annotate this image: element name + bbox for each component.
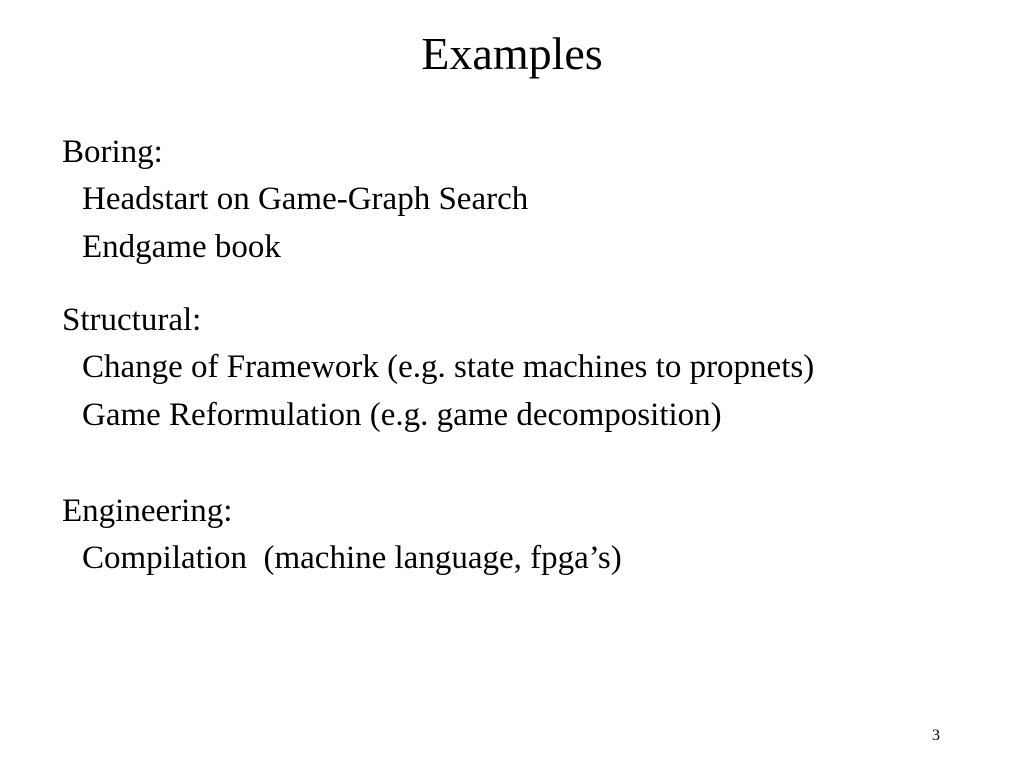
section-heading-boring: Boring:: [62, 134, 163, 170]
section-item-change-of-framework: Change of Framework (e.g. state machines to propnets): [82, 349, 815, 385]
slide-title: Examples: [421, 28, 603, 79]
section-item-headstart: Headstart on Game-Graph Search: [82, 181, 529, 217]
slide-number: 3: [932, 727, 940, 744]
section-item-game-reformulation: Game Reformulation (e.g. game decomposition): [82, 397, 722, 433]
section-item-compilation: Compilation (machine language, fpga’s): [82, 540, 622, 576]
section-heading-structural: Structural:: [62, 302, 202, 338]
section-heading-engineering: Engineering:: [62, 493, 233, 529]
section-item-endgame-book: Endgame book: [82, 229, 281, 265]
